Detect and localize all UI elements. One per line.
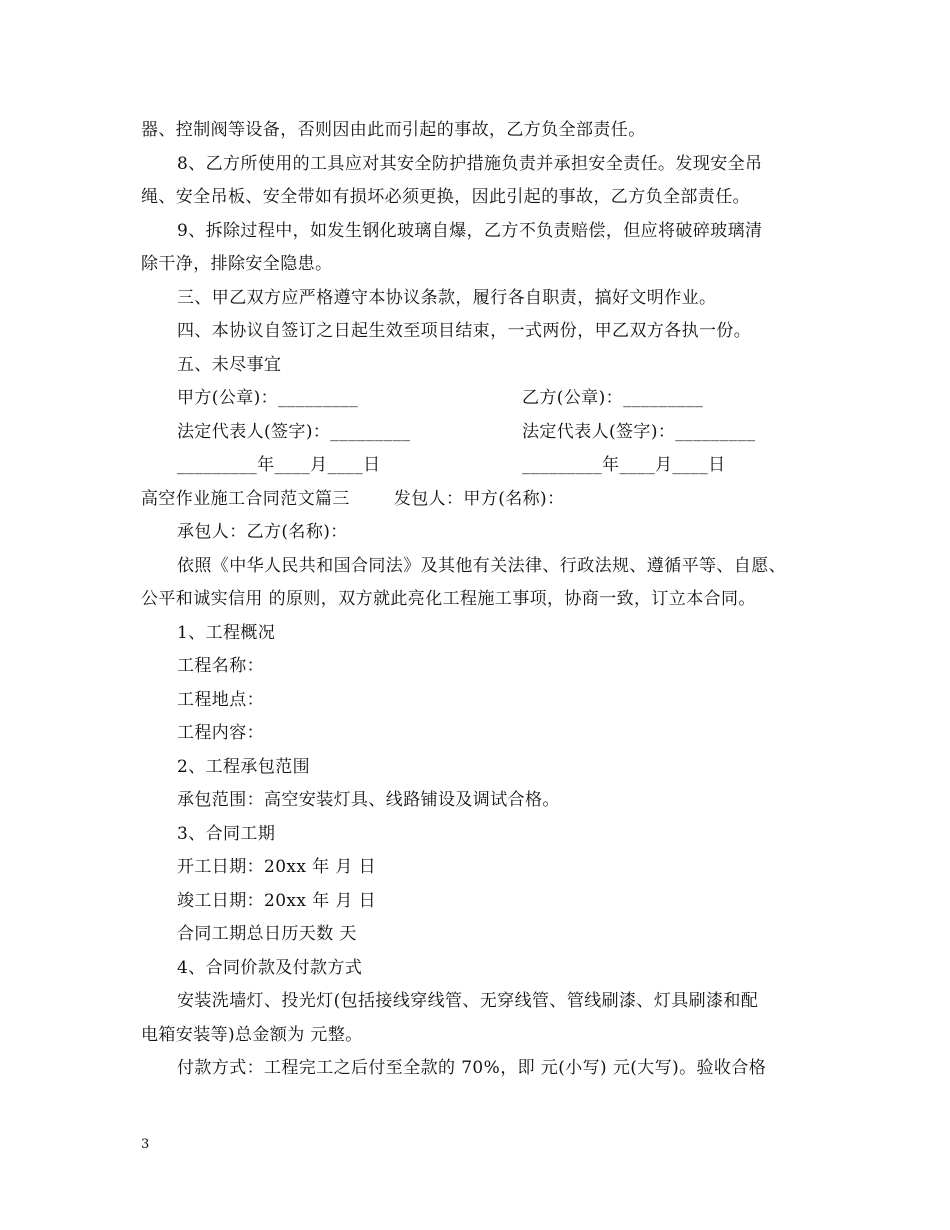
section-title-row <box>141 483 813 517</box>
signature-date-row <box>141 449 813 483</box>
party-b-seal: 乙方(公章)：_________ <box>522 388 704 408</box>
text-line: 绳、安全吊板、安全带如有损坏必须更换，因此引起的事故，乙方负全部责任。 <box>141 187 750 207</box>
text-line: 承包人：乙方(名称)： <box>177 522 348 542</box>
party-b-representative: 法定代表人(签字)：_________ <box>522 421 756 442</box>
text-line: 8、乙方所使用的工具应对其安全防护措施负责并承担安全责任。发现安全吊 <box>177 153 763 174</box>
text-line: 电箱安装等)总金额为 元整。 <box>141 1024 363 1045</box>
text-line: 工程内容： <box>177 723 264 743</box>
text-line: 器、控制阀等设备，否则因由此而引起的事故，乙方负全部责任。 <box>141 120 646 140</box>
employer-label: 发包人：甲方(名称)： <box>393 488 565 509</box>
text-line: 依照《中华人民共和国合同法》及其他有关法律、行政法规、遵循平等、自愿、 <box>177 555 786 576</box>
text-line: 安装洗墙灯、投光灯(包括接线穿线管、无穿线管、管线刷漆、灯具刷漆和配 <box>177 991 759 1011</box>
text-line: 三、甲乙双方应严格遵守本协议条款，履行各自职责，搞好文明作业。 <box>177 287 717 308</box>
signature-seal-row <box>141 382 813 416</box>
text-line: 竣工日期：20xx 年 月 日 <box>177 890 377 911</box>
text-line: 五、未尽事宜 <box>177 354 282 375</box>
text-line: 合同工期总日历天数 天 <box>177 924 357 944</box>
text-line: 3、合同工期 <box>177 823 276 844</box>
text-line: 4、合同价款及付款方式 <box>177 957 363 978</box>
text-line: 承包范围：高空安装灯具、线路铺设及调试合格。 <box>177 790 560 810</box>
party-a-date: _________年____月____日 <box>177 455 381 475</box>
party-b-date: _________年____月____日 <box>522 455 726 475</box>
text-line: 开工日期：20xx 年 月 日 <box>177 857 377 877</box>
text-line: 公平和诚实信用 的原则，双方就此亮化工程施工事项，协商一致，订立本合同。 <box>141 589 756 609</box>
signature-rep-row <box>141 416 813 450</box>
text-line: 工程名称： <box>177 656 264 676</box>
document-body <box>141 114 813 1086</box>
text-line: 工程地点： <box>177 689 264 710</box>
party-a-representative: 法定代表人(签字)：_________ <box>177 421 411 442</box>
page-number: 3 <box>141 1137 150 1152</box>
party-a-seal: 甲方(公章)：_________ <box>177 388 359 408</box>
text-line: 2、工程承包范围 <box>177 756 311 777</box>
text-line: 四、本协议自签订之日起生效至项目结束，一式两份，甲乙双方各执一份。 <box>177 321 752 341</box>
text-line: 付款方式：工程完工之后付至全款的 70%，即 元(小写) 元(大写)。验收合格 <box>177 1058 767 1078</box>
section-title: 高空作业施工合同范文篇三 <box>141 488 350 509</box>
text-line: 1、工程概况 <box>177 622 276 643</box>
text-line: 9、拆除过程中，如发生钢化玻璃自爆，乙方不负责赔偿，但应将破碎玻璃清 <box>177 220 763 241</box>
text-line: 除干净，排除安全隐患。 <box>141 254 333 274</box>
